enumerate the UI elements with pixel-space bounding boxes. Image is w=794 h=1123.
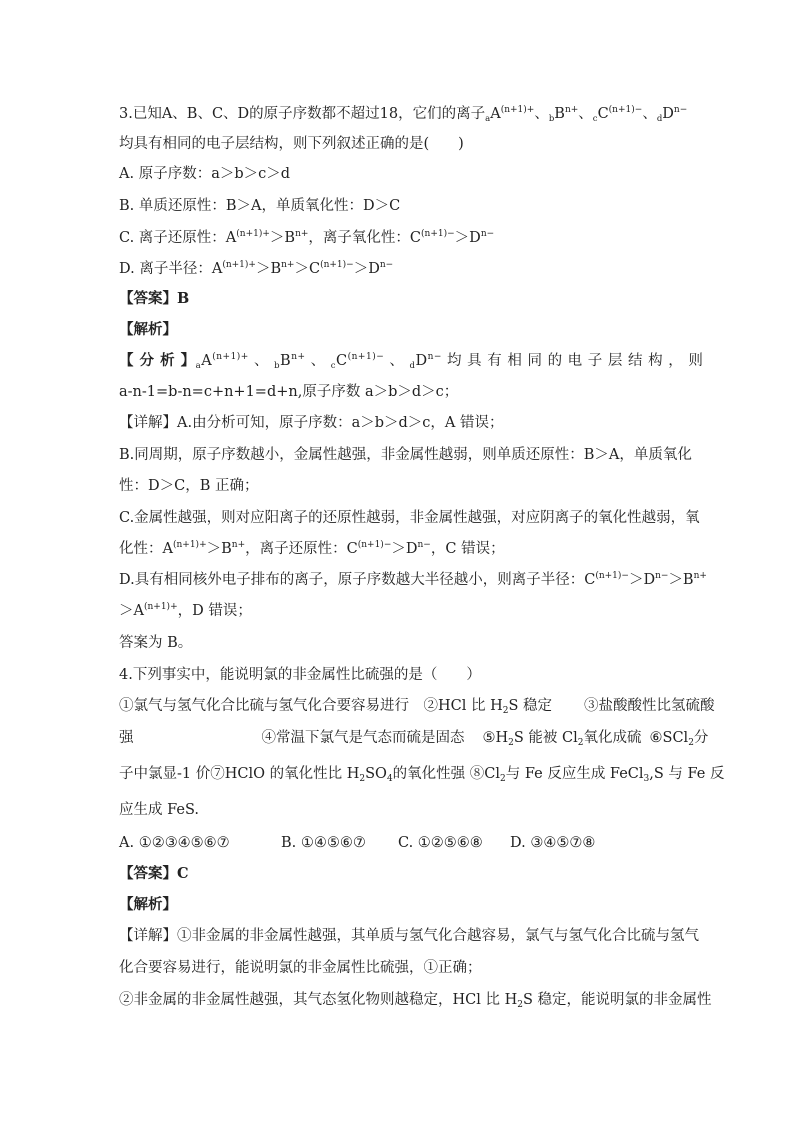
q4-option-d: D. ③④⑤⑦⑧ (510, 835, 596, 851)
q4-analysis-heading: 【解析】 (119, 896, 177, 913)
q4-option-c: C. ①②⑤⑥⑧ (398, 835, 483, 851)
q4-facts-line1: ①氯气与氢气化合比硫与氢气化合要容易进行 ②HCl 比 $H_2S$ 稳定 ③盐酸酸性比氢硫酸 (119, 698, 715, 716)
q3-option-d: D. 离子半径：$A^{(n+1)+}>B^{n+}>C^{(n+1)-}>D^{n-}$ (119, 260, 394, 277)
q3-detail-d2: $>A^{(n+1)+}$，D 错误； (119, 602, 252, 619)
q4-option-b: B. ①④⑤⑥⑦ (281, 835, 366, 851)
q3-detail-b1: B.同周期，原子序数越小，金属性越强，非金属性越弱，则单质还原性：B＞A，单质氧化 (119, 447, 692, 463)
q3-option-b: B. 单质还原性：B＞A，单质氧化性：D＞C (119, 198, 401, 214)
q4-detail-1a: 【详解】①非金属的非金属性越强，其单质与氢气化合越容易，氯气与氢气化合比硫与氢气 (119, 928, 699, 944)
q3-detail-d1: D.具有相同核外电子排布的离子，原子序数越大半径越小，则离子半径：$C^{(n+1)-}>D^{n-}>B^{n+}$ (119, 571, 707, 588)
q3-stem-line2: 均具有相同的电子层结构，则下列叙述正确的是( ) (119, 136, 464, 152)
q3-option-c: C. 离子还原性：$A^{(n+1)+}>B^{n+}$，离子氧化性：$C^{(n+1)-}>D^{n-}$ (119, 229, 495, 246)
q4-detail-2: ②非金属的非金属性越强，其气态氢化物则越稳定，HCl 比 $H_2S$ 稳定，能说明氯的非金属性 (119, 992, 712, 1010)
q3-analysis-line1: 【 分 析 】$_aA^{(n+1)+}$ 、 $_bB^{n+}$ 、 $_cC^{(n+1)-}$ 、 $_dD^{n-}$ 均 具 有 相 同 的 电 子 层 结 构 ， 则 (119, 352, 704, 371)
q3-option-a: A. 原子序数：a＞b＞c＞d (119, 166, 291, 182)
q3-answer: 【答案】B (119, 290, 190, 307)
q4-answer: 【答案】C (119, 865, 189, 882)
q3-conclusion: 答案为 B。 (119, 635, 193, 651)
q4-facts-line4: 应生成 FeS. (119, 802, 199, 818)
q4-facts-line3: 子中氯显-1 价⑦HClO 的氧化性比 $H_2SO_4$的氧化性强 $⑧Cl_2$与 Fe 反应生成 FeCl$_3$,S 与 Fe 反 (119, 766, 725, 784)
q4-facts-line2: 强 ④常温下氯气是气态而硫是固态 $⑤H_2S$ 能被 $Cl_2$氧化成硫 ⑥SCl$_2$分 (119, 730, 709, 748)
q4-detail-1b: 化合要容易进行，能说明氯的非金属性比硫强，①正确； (119, 960, 482, 976)
q3-detail-a: 【详解】A.由分析可知，原子序数：a＞b＞d＞c，A 错误； (119, 415, 504, 431)
q3-detail-c1: C.金属性越强，则对应阳离子的还原性越弱，非金属性越强，对应阴离子的氧化性越弱，氧 (119, 510, 700, 526)
q3-detail-b2: 性：D＞C，B 正确； (119, 478, 259, 494)
q4-option-a: A. ①②③④⑤⑥⑦ (119, 835, 230, 851)
q3-detail-c2: 化性：$A^{(n+1)+}>B^{n+}$，离子还原性：$C^{(n+1)-}>D^{n-}$，C 错误； (119, 540, 505, 557)
q3-analysis-heading: 【解析】 (119, 321, 177, 338)
q3-stem-line1: 3.已知A、B、C、D的原子序数都不超过18，它们的离子$_aA^{(n+1)+}$、$_bB^{n+}$、$_cC^{(n+1)-}$、$_dD^{n-}$ (119, 105, 688, 124)
q4-options (119, 833, 595, 853)
q4-stem: 4.下列事实中，能说明氯的非金属性比硫强的是（ ） (119, 667, 481, 683)
q3-analysis-line2: a-n-1=b-n=c+n+1=d+n,原子序数 a＞b＞d＞c； (119, 384, 459, 400)
